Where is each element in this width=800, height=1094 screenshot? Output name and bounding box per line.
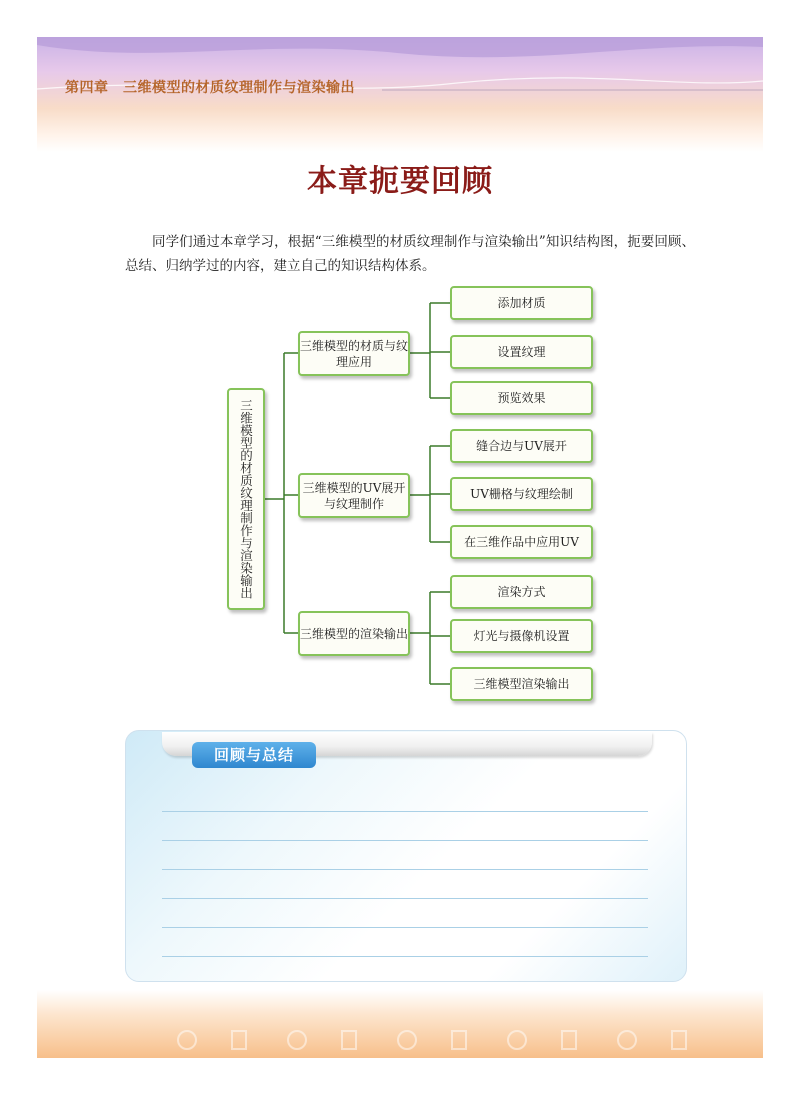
diagram-branch-1: 三维模型的材质与纹理应用 [298, 331, 410, 376]
diagram-leaf: 缝合边与UV展开 [450, 429, 593, 463]
diagram-root-label: 三维模型的材质纹理制作与渲染输出 [238, 399, 254, 599]
chapter-title: 第四章 三维模型的材质纹理制作与渲染输出 [65, 80, 355, 96]
diagram-leaf: 在三维作品中应用UV [450, 525, 593, 559]
page-title: 本章扼要回顾 [307, 164, 493, 199]
review-badge: 回顾与总结 [192, 742, 316, 768]
diagram-leaf: 设置纹理 [450, 335, 593, 369]
diagram-leaf: 三维模型渲染输出 [450, 667, 593, 701]
intro-paragraph: 同学们通过本章学习，根据“三维模型的材质纹理制作与渲染输出”知识结构图，扼要回顾、总结、归纳学过的内容，建立自己的知识结构体系。 [125, 234, 695, 274]
writing-line[interactable] [162, 811, 648, 812]
writing-line[interactable] [162, 869, 648, 870]
writing-line[interactable] [162, 927, 648, 928]
diagram-leaf: 灯光与摄像机设置 [450, 619, 593, 653]
writing-line[interactable] [162, 898, 648, 899]
footer-decoration [37, 990, 763, 1058]
diagram-root-node [227, 388, 265, 610]
writing-line[interactable] [162, 956, 648, 957]
writing-line[interactable] [162, 840, 648, 841]
diagram-leaf: 渲染方式 [450, 575, 593, 609]
footer-banner [37, 990, 763, 1058]
diagram-leaf: 预览效果 [450, 381, 593, 415]
diagram-leaf: UV栅格与纹理绘制 [450, 477, 593, 511]
diagram-branch-2: 三维模型的UV展开与纹理制作 [298, 473, 410, 518]
diagram-leaf: 添加材质 [450, 286, 593, 320]
diagram-branch-3: 三维模型的渲染输出 [298, 611, 410, 656]
